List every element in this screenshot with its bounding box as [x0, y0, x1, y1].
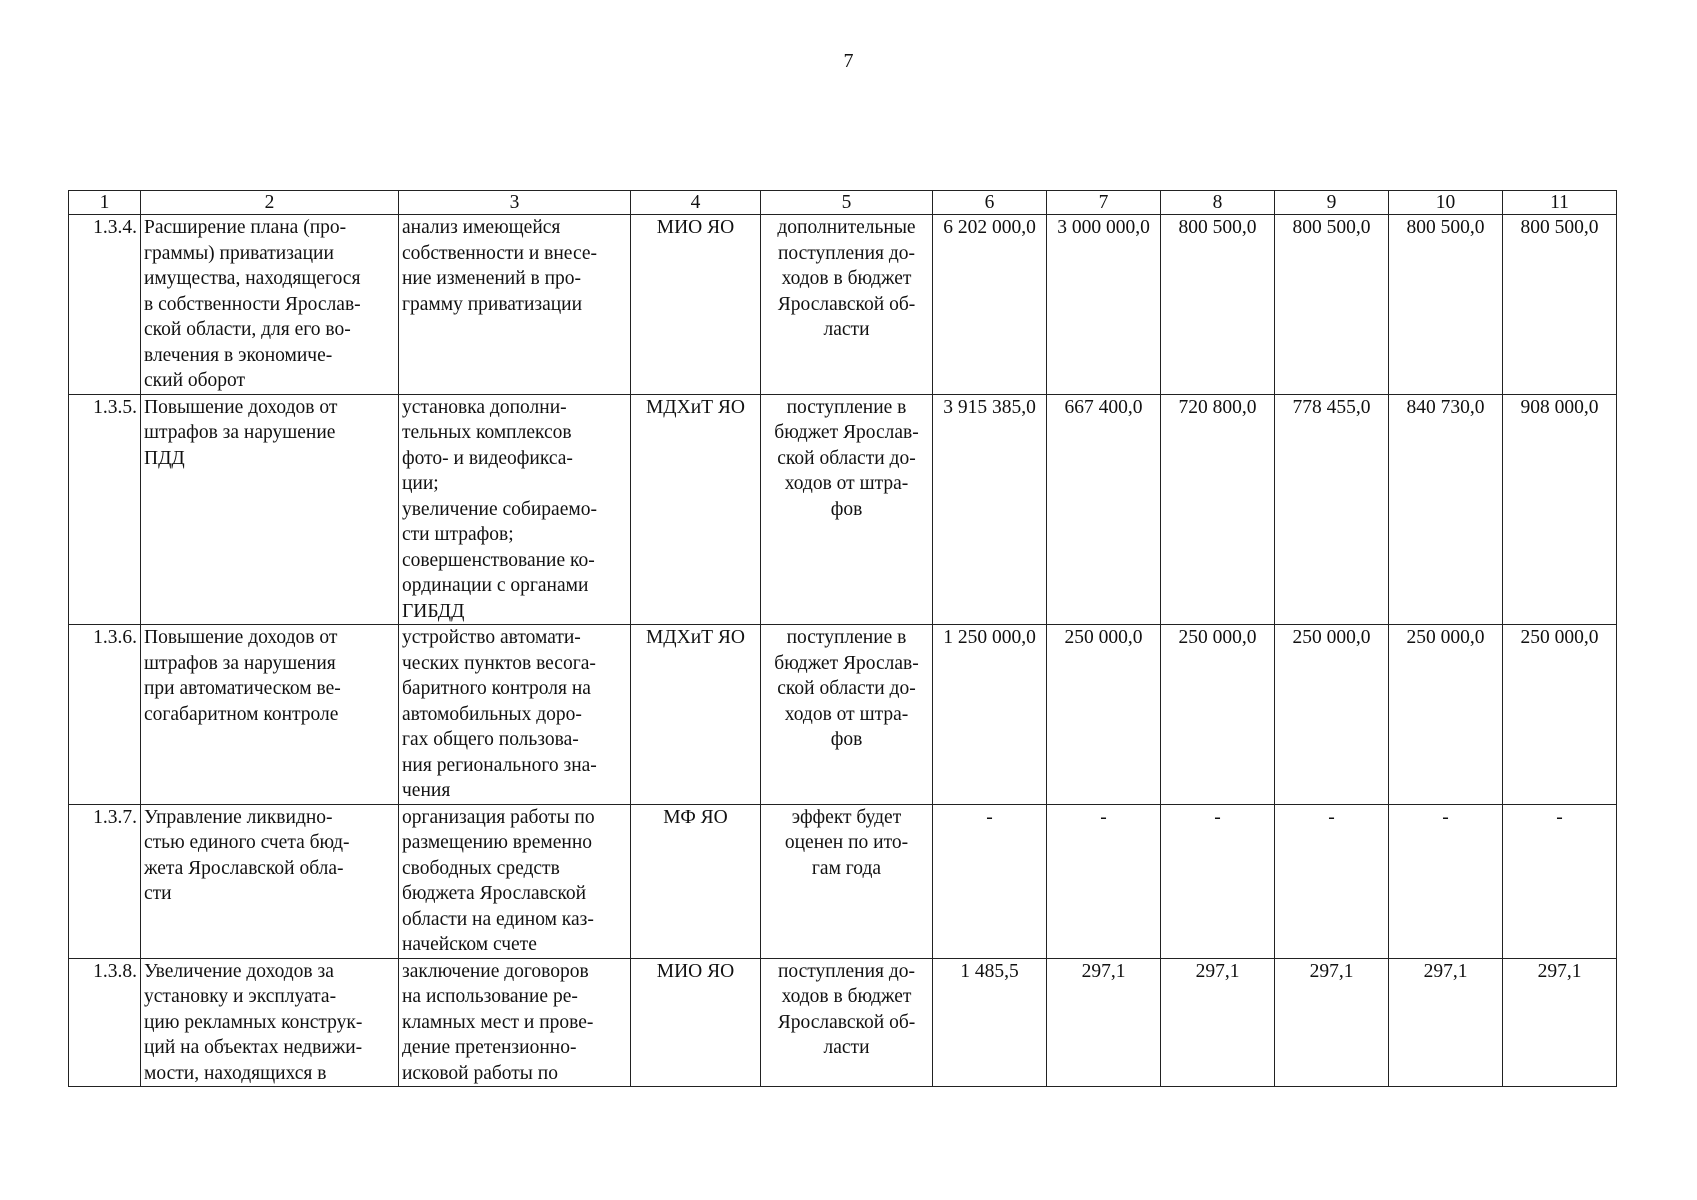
row-number: 1.3.7.: [69, 804, 141, 958]
responsible-body: МИО ЯО: [631, 215, 761, 395]
column-header: 10: [1389, 191, 1503, 215]
value-cell: 250 000,0: [1389, 625, 1503, 805]
responsible-body: МИО ЯО: [631, 958, 761, 1087]
row-number: 1.3.4.: [69, 215, 141, 395]
action-description: устройство автомати- ческих пунктов весога- баритного контроля на автомобильных доро- гах общего пользова- ния регионального зна- чения: [399, 625, 631, 805]
column-header: 9: [1275, 191, 1389, 215]
measure-name: Повышение доходов от штрафов за нарушения при автоматическом ве- согабаритном контроле: [141, 625, 399, 805]
page-number: 7: [843, 50, 854, 72]
expected-result: дополнительные поступления до- ходов в бюджет Ярославской об- ласти: [761, 215, 933, 395]
value-cell: 250 000,0: [1503, 625, 1617, 805]
column-header: 5: [761, 191, 933, 215]
value-cell: 1 485,5: [933, 958, 1047, 1087]
action-description: анализ имеющейся собственности и внесе- ние изменений в про- грамму приватизации: [399, 215, 631, 395]
value-cell: -: [933, 804, 1047, 958]
value-cell: 297,1: [1389, 958, 1503, 1087]
column-header: 6: [933, 191, 1047, 215]
value-cell: 778 455,0: [1275, 394, 1389, 625]
column-header: 3: [399, 191, 631, 215]
value-cell: 720 800,0: [1161, 394, 1275, 625]
value-cell: 800 500,0: [1503, 215, 1617, 395]
expected-result: поступления до- ходов в бюджет Ярославской об- ласти: [761, 958, 933, 1087]
expected-result: эффект будет оценен по ито- гам года: [761, 804, 933, 958]
column-header: 1: [69, 191, 141, 215]
measure-name: Расширение плана (про- граммы) приватизации имущества, находящегося в собственности Ярослав- ской области, для его во- влечения в экономиче- ский оборот: [141, 215, 399, 395]
table-row: [69, 394, 1617, 625]
value-cell: 6 202 000,0: [933, 215, 1047, 395]
row-number: 1.3.6.: [69, 625, 141, 805]
value-cell: 800 500,0: [1389, 215, 1503, 395]
value-cell: -: [1161, 804, 1275, 958]
table-row: [69, 804, 1617, 958]
measure-name: Повышение доходов от штрафов за нарушение ПДД: [141, 394, 399, 625]
responsible-body: МФ ЯО: [631, 804, 761, 958]
column-header: 7: [1047, 191, 1161, 215]
value-cell: 297,1: [1275, 958, 1389, 1087]
action-description: установка дополни- тельных комплексов фото- и видеофикса- ции; увеличение собираемо- сти штрафов; совершенствование ко- ординации с органами ГИБДД: [399, 394, 631, 625]
measures-table: [68, 190, 1617, 1087]
value-cell: 667 400,0: [1047, 394, 1161, 625]
column-header: 2: [141, 191, 399, 215]
value-cell: 250 000,0: [1161, 625, 1275, 805]
value-cell: -: [1503, 804, 1617, 958]
value-cell: -: [1389, 804, 1503, 958]
value-cell: 250 000,0: [1275, 625, 1389, 805]
value-cell: -: [1047, 804, 1161, 958]
value-cell: 297,1: [1047, 958, 1161, 1087]
value-cell: -: [1275, 804, 1389, 958]
column-header: 11: [1503, 191, 1617, 215]
value-cell: 250 000,0: [1047, 625, 1161, 805]
expected-result: поступление в бюджет Ярослав- ской области до- ходов от штра- фов: [761, 394, 933, 625]
value-cell: 3 915 385,0: [933, 394, 1047, 625]
expected-result: поступление в бюджет Ярослав- ской области до- ходов от штра- фов: [761, 625, 933, 805]
table-row: [69, 215, 1617, 395]
value-cell: 1 250 000,0: [933, 625, 1047, 805]
value-cell: 297,1: [1503, 958, 1617, 1087]
action-description: заключение договоров на использование ре- кламных мест и прове- дение претензионно- исковой работы по: [399, 958, 631, 1087]
value-cell: 908 000,0: [1503, 394, 1617, 625]
responsible-body: МДХиТ ЯО: [631, 625, 761, 805]
column-number-row: [69, 191, 1617, 215]
value-cell: 840 730,0: [1389, 394, 1503, 625]
value-cell: 800 500,0: [1275, 215, 1389, 395]
column-header: 4: [631, 191, 761, 215]
measure-name: Увеличение доходов за установку и эксплуата- цию рекламных конструк- ций на объектах недвижи- мости, находящихся в: [141, 958, 399, 1087]
responsible-body: МДХиТ ЯО: [631, 394, 761, 625]
table-row: [69, 625, 1617, 805]
action-description: организация работы по размещению временно свободных средств бюджета Ярославской области на едином каз- начейском счете: [399, 804, 631, 958]
value-cell: 297,1: [1161, 958, 1275, 1087]
measure-name: Управление ликвидно- стью единого счета бюд- жета Ярославской обла- сти: [141, 804, 399, 958]
table-row: [69, 958, 1617, 1087]
value-cell: 3 000 000,0: [1047, 215, 1161, 395]
column-header: 8: [1161, 191, 1275, 215]
row-number: 1.3.8.: [69, 958, 141, 1087]
row-number: 1.3.5.: [69, 394, 141, 625]
value-cell: 800 500,0: [1161, 215, 1275, 395]
